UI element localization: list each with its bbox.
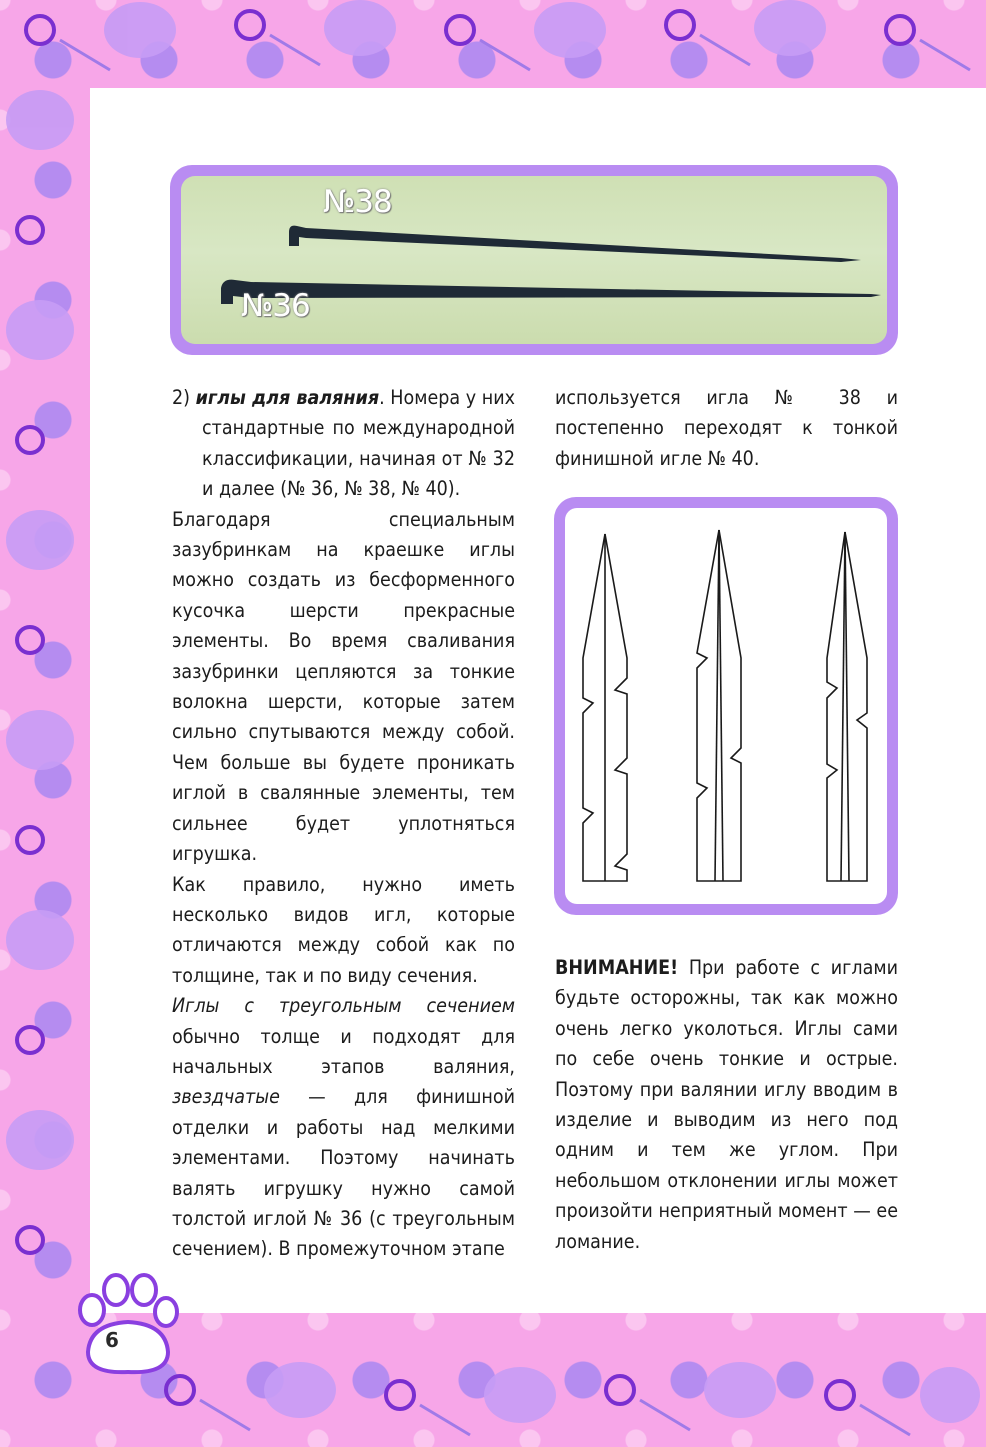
warning-text: При работе с иглами будьте осторожны, так как можно очень легко уколоться. Иглы сами по себе очень тонкие и острые. Поэтому при валянии иглу вводим в изделие и выводим из него под одним и тем же углом. При небольшом отклонении иглы может произойти неприятный момент — ее ломание.	[555, 956, 898, 1253]
term-triangular: Иглы с треугольным сечением	[172, 994, 515, 1018]
scissors-icon	[26, 16, 54, 44]
right-column-warning	[555, 953, 898, 1257]
needle-label-38: №38	[323, 184, 392, 220]
needle-tip-2	[697, 530, 741, 881]
needles-photo-frame	[170, 165, 898, 355]
page-number: 6	[105, 1328, 119, 1352]
term-star: звездчатые	[172, 1085, 280, 1109]
needle-label-36: №36	[241, 288, 310, 324]
item-description: . Номера у них стандартные по международной классификации, начиная от № 32 и далее (№ 36, № 38, № 40).	[202, 386, 515, 501]
needle-tip-1	[583, 534, 627, 881]
right-column-top	[555, 383, 898, 474]
needles-photo	[181, 176, 887, 344]
needle-tips-diagram-frame	[554, 497, 898, 915]
warning-label: ВНИМАНИЕ!	[555, 956, 679, 979]
list-marker: 2)	[172, 386, 191, 409]
item-term: иглы для валяния	[195, 386, 380, 409]
needle-36-shape	[221, 280, 881, 304]
paragraph-needle-types: Как правило, нужно иметь несколько видов игл, которые отличаются между собой как по толщине, так и по виду сечения.	[172, 872, 515, 987]
paragraph-sections	[172, 991, 515, 1265]
warning-paragraph	[555, 953, 898, 1257]
paragraph-barbs: Благодаря специальным зазубринкам на краешке иглы можно создать из бесформенного кусочка шерсти прекрасные элементы. Во время сваливания зазубринки цепляются за тонкие волокна шерсти, которые затем сильно спутываются между собой. Чем больше вы будете проникать иглой в свалянные элементы, тем сильнее будет уплотняться игрушка.	[172, 507, 515, 866]
needles-list-item	[172, 383, 515, 505]
needle-tip-3	[827, 532, 867, 881]
text-star: — для финишной отделки и работы над мелкими элементами. Поэтому начинать валять игрушку нужно самой толстой иглой № 36 (с треугольным сечением). В промежуточном этапе	[172, 1085, 515, 1261]
left-column	[172, 383, 515, 1265]
yarn-ball-icon	[104, 2, 176, 58]
needle-38-shape	[289, 226, 861, 262]
needle-tips-diagram	[565, 508, 887, 904]
paragraph-continuation: используется игла № 38 и постепенно переходят к тонкой финишной игле № 40.	[555, 386, 898, 470]
text-triangular: обычно толще и подходят для начальных этапов валяния,	[172, 1024, 515, 1078]
paw-icon	[70, 1272, 180, 1382]
